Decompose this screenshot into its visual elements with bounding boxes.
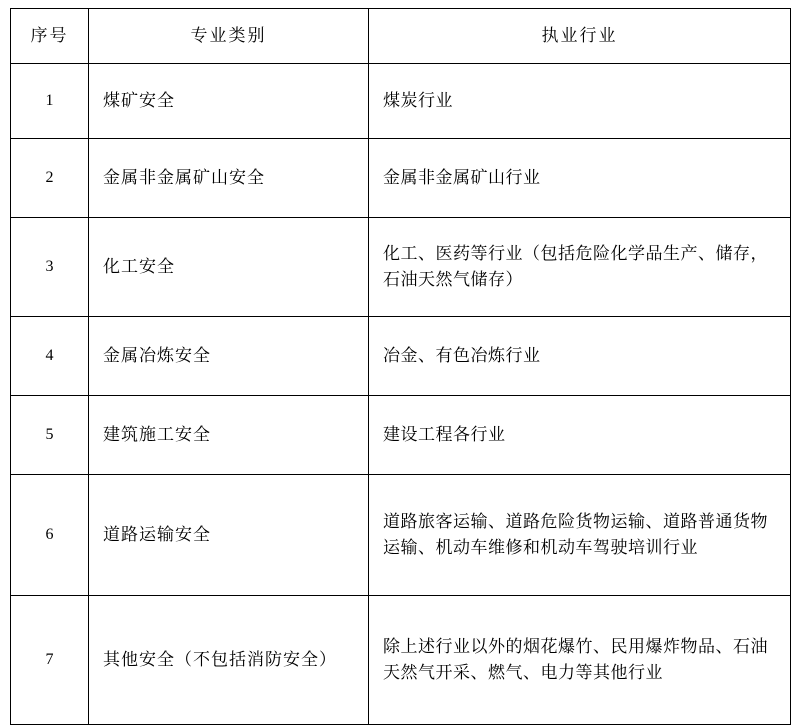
cell-industry: 冶金、有色冶炼行业 [369, 317, 791, 396]
table-row [11, 475, 791, 596]
cell-no: 5 [11, 396, 89, 475]
cell-industry: 除上述行业以外的烟花爆竹、民用爆炸物品、石油天然气开采、燃气、电力等其他行业 [369, 596, 791, 725]
cell-category: 化工安全 [89, 218, 369, 317]
cell-no: 6 [11, 475, 89, 596]
table-row [11, 317, 791, 396]
cell-category: 其他安全（不包括消防安全） [89, 596, 369, 725]
table-header-row [11, 9, 791, 64]
table-row [11, 396, 791, 475]
cell-category: 金属非金属矿山安全 [89, 139, 369, 218]
column-header-no: 序号 [11, 9, 89, 64]
table-row [11, 218, 791, 317]
cell-industry: 建设工程各行业 [369, 396, 791, 475]
table-row [11, 64, 791, 139]
cell-no: 3 [11, 218, 89, 317]
column-header-category: 专业类别 [89, 9, 369, 64]
column-header-industry: 执业行业 [369, 9, 791, 64]
table-row [11, 596, 791, 725]
cell-industry: 金属非金属矿山行业 [369, 139, 791, 218]
cell-industry: 煤炭行业 [369, 64, 791, 139]
cell-category: 建筑施工安全 [89, 396, 369, 475]
table-body [11, 64, 791, 725]
cell-no: 4 [11, 317, 89, 396]
table-header [11, 9, 791, 64]
cell-category: 金属冶炼安全 [89, 317, 369, 396]
table-row [11, 139, 791, 218]
professional-category-table [10, 8, 791, 725]
cell-industry: 道路旅客运输、道路危险货物运输、道路普通货物运输、机动车维修和机动车驾驶培训行业 [369, 475, 791, 596]
cell-category: 道路运输安全 [89, 475, 369, 596]
cell-no: 1 [11, 64, 89, 139]
cell-category: 煤矿安全 [89, 64, 369, 139]
cell-no: 7 [11, 596, 89, 725]
cell-industry: 化工、医药等行业（包括危险化学品生产、储存，石油天然气储存） [369, 218, 791, 317]
cell-no: 2 [11, 139, 89, 218]
